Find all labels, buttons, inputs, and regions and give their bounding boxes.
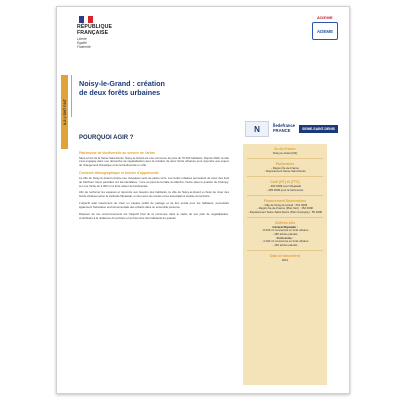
- sidebar-line: - 8 000 m² concernés en forêt urbaine: [261, 228, 309, 233]
- ademe-logo: [311, 15, 339, 45]
- region-logo: [273, 124, 295, 133]
- sidebar-line: Noisy-le-Grand (93): [272, 151, 298, 155]
- sidebar-block-partners: [247, 159, 323, 177]
- republic-motto: [77, 38, 91, 49]
- sidebar-label: Date de lancement: [270, 253, 300, 258]
- republic-line: FRANÇAISE: [77, 29, 109, 36]
- sidebar-line: Forêt-école :: [276, 235, 294, 240]
- document-page: [56, 6, 350, 394]
- motto-line: Égalité: [77, 40, 87, 45]
- republic-line: RÉPUBLIQUE: [77, 24, 113, 30]
- region-logo-line: Îledefrance: [273, 123, 296, 129]
- sidebar-line: - Région Île-de-France (Plan Vert) : 154 000€: [257, 206, 313, 211]
- sidebar-label: Partenaires: [275, 161, 295, 166]
- sidebar-line: - 460 000€ pour Miyawaki: [268, 184, 302, 189]
- republic-name: [77, 25, 112, 36]
- title-line: Noisy-le-Grand : création: [79, 79, 165, 88]
- motto-line: Liberté: [77, 37, 87, 41]
- body-paragraph: Situé à l'est de la Seine-Saint-Denis, Noisy-le-Grand est une commune de près de 70 000 habitants. Depuis 2020, la ville s'est engagée dans une démarche de végétalisation avec la création de deux forêts urbaines pour répondre aux enjeux du changement climatique et de la biodiversité en ville.: [79, 155, 229, 168]
- page-title: [79, 79, 239, 97]
- sidebar-block-location: [247, 144, 323, 159]
- sidebar-line: - Département Seine-Saint-Denis: [264, 169, 306, 174]
- sidebar-line: - Département Seine-Saint-Denis (Plan Canopée) : 55 000€: [247, 209, 322, 214]
- sidebar-block-cost: [247, 177, 323, 195]
- ademe-emblem-icon: ADEME: [312, 22, 338, 40]
- city-logo-icon: N: [245, 121, 269, 137]
- title-line: de deux forêts urbaines: [79, 88, 161, 97]
- department-logo: SEINE-SAINT-DENIS: [299, 125, 338, 133]
- sidebar-block-launch-date: [247, 251, 323, 265]
- ademe-name: ADEME: [317, 15, 333, 20]
- sidebar-label: Ile-de-France: [274, 147, 296, 151]
- sidebar-label: Financement Subventions: [263, 198, 307, 203]
- sidebar-block-funding: [247, 196, 323, 218]
- side-tab: [61, 75, 68, 149]
- sidebar-line: - Région Île-de-France: [271, 165, 299, 170]
- section-title: POURQUOI AGIR ?: [79, 135, 134, 141]
- title-accent-rule: [71, 75, 72, 117]
- sidebar-line: 2021: [281, 257, 289, 262]
- sidebar-block-key-figures: [247, 218, 323, 251]
- body-paragraph: La ville de Noisy-le-Grand compte peu d'espaces verts de pleine terre. Les forêts urbaines permettent de créer des îlots de fraîcheur. Deux parcelles ont été identifiées : l'une au pied de la halte du Marché, l'autre dans le quartier du Champy, sur une friche de 3 000 m² à forte valeur de biodiversité.: [79, 175, 229, 188]
- sidebar-label: Chiffres clés: [274, 220, 296, 225]
- french-flag-icon: [79, 16, 93, 23]
- sidebar-line: - 190 arbres plantés: [272, 243, 298, 248]
- region-logo-line: FRANCE: [273, 128, 291, 133]
- body-subheading: Patrimoine de biodiversité au service de l'arbre: [79, 151, 155, 155]
- flag-red-stripe: [88, 16, 93, 23]
- body-paragraph: Disposer de ces environnements est l'objectif final de la commune dans le cadre de son plan de végétalisation, contribuant à la résilience du territoire et au bien-être des habitants du quartier.: [79, 212, 229, 220]
- partner-logos: [245, 121, 338, 137]
- sidebar-line: - Ville de Noisy-le-Grand : 251 000€: [262, 202, 308, 207]
- side-tab-label: ILS L'ONT FAIT: [62, 98, 67, 126]
- motto-line: Fraternité: [77, 44, 91, 49]
- body-paragraph: Afin de renforcer les espaces et répondre aux besoins des habitants, la ville de Noisy-le-Grand a choisi de créer des forêts urbaines selon la méthode Miyawaki, en lien avec les écoles et les associations locales du territoire.: [79, 190, 229, 199]
- body-column: [79, 148, 229, 224]
- sidebar-label: Coût (HT) et (TTC): [270, 180, 300, 185]
- body-subheading: Contexte démographique et foncier d'opportunité: [79, 171, 159, 176]
- sidebar-line: - 3 400 m² concernés en forêt urbaine: [261, 239, 309, 244]
- sidebar-line: - 255 000€ pour la forêt-école: [266, 187, 304, 192]
- info-sidebar: [243, 144, 327, 385]
- sidebar-line: Général Miyawaki :: [272, 224, 298, 229]
- body-paragraph: L'objectif était notamment de créer un espace public de partage et de lien social pour les habitants, permettant également l'éducation environnementale des enfants dans un ensemble préservé.: [79, 201, 229, 210]
- sidebar-line: - 180 arbres plantés: [272, 232, 298, 237]
